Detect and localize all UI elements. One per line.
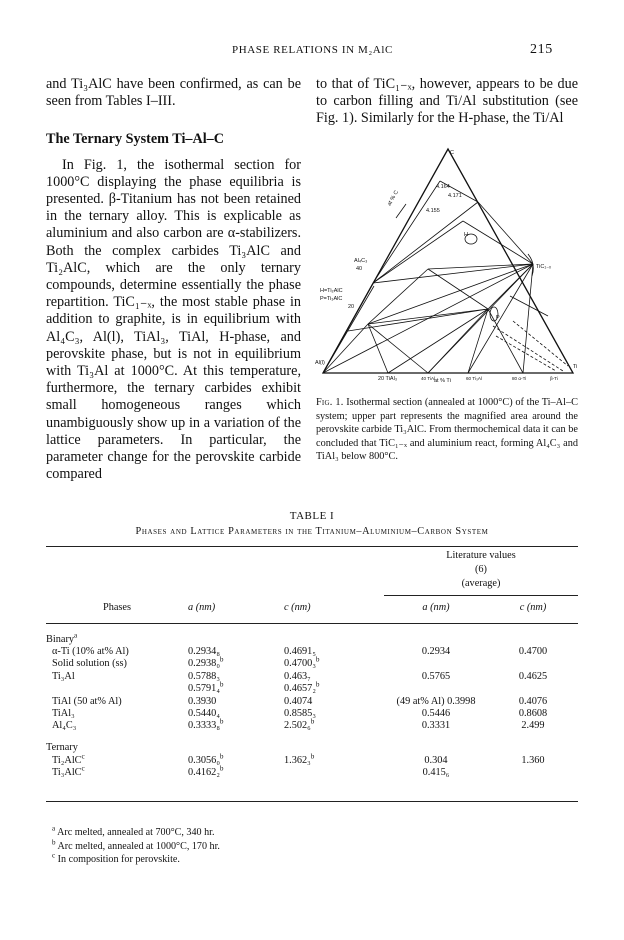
lattice-parameter-table — [46, 550, 578, 780]
paragraph: and Ti₃AlC have been confirmed, as can be seen from Tables I–III. — [46, 76, 301, 110]
group-label: Binary$^a$ — [46, 631, 78, 645]
page-number: 215 — [530, 42, 553, 57]
table-row: α-Ti (10% at% Al) 0.2934₈ 0.4691₅ 0.2934 0.4700 — [52, 646, 548, 657]
table-number: TABLE I — [289, 510, 335, 522]
label-4171: 4.171 — [448, 193, 462, 199]
tick-beta-ti: β-Ti — [550, 376, 558, 381]
label-p-mark: P — [496, 315, 500, 321]
label-h-phase: H=Ti₂AlC — [320, 288, 343, 294]
label-tick20: 20 — [348, 304, 355, 310]
table-row: Ti₃Al 0.5788₃ 0.463₇ 0.5765 0.4625 — [52, 670, 548, 682]
paragraph: In Fig. 1, the isothermal section for 1000°C displaying the phase equilibria is presented. β-Titanium has not been retained in the ternary alloy. This is explicable as aluminium and also carbon are α-stabilizers. Both the complex carbides Ti₃AlC and Ti₂AlC, which are the only ternary compounds, determine essentially the phase repartition. TiC₁₋ₓ, the most stable phase in addition to graphite, is in equilibrium with Al₄C₃, Al(l), TiAl₃, TiAl, H-phase, and perovskite phase, but is not in equilibrium with Ti₃Al at 1000°C. At this temperature, furthermore, the ternary carbides exhibit small homogeneous ranges which unambiguously show up in a variation of the lattice parameters. In particular, the parameter change for the perovskite carbide compared — [46, 156, 301, 483]
column-header: c (nm) — [284, 602, 311, 613]
table-bottom-rule — [46, 801, 578, 802]
running-title: PHASE RELATIONS IN M₂AlC — [232, 44, 393, 56]
label-p-phase: P=Ti₃AlC — [320, 296, 343, 302]
label-tic: TiC₁₋ₓ — [536, 264, 551, 270]
table-row: TiAl₃ 0.5440₄ 0.8585₃ 0.5446 0.8608 — [52, 708, 548, 720]
section-heading: The Ternary System Ti–Al–C — [46, 131, 225, 148]
axis-label-c: at % C — [386, 189, 400, 207]
tick-ti3al: 60 Ti₃Al — [466, 376, 482, 381]
corner-label-al: Al(l) — [315, 360, 325, 366]
ternary-phase-diagram — [315, 146, 582, 384]
corner-label-ti: Ti — [573, 364, 578, 370]
label-al4c3: Al₄C₃ — [354, 258, 368, 264]
right-column — [316, 76, 578, 128]
table-title: Phases and Lattice Parameters in the Titanium–Aluminium–Carbon System — [135, 526, 489, 537]
footnote: $^a$ Arc melted, annealed at 700°C, 340 hr. — [52, 824, 215, 838]
table-row: 0.5791₄$^b$ 0.4657₂$^b$ — [188, 680, 320, 695]
tick-tial: 40 TiAl — [421, 376, 436, 381]
label-4155: 4.155 — [426, 208, 440, 214]
table-row: Ti₃AlC$^c$ 0.4162₂$^b$ 0.415₆ — [52, 764, 450, 779]
phase-diagram-svg — [315, 146, 582, 384]
paragraph: to that of TiC₁₋ₓ, however, appears to be due to carbon filling and Ti/Al substitution (see Fig. 1). Similarly for the H-phase, the Ti/Al — [316, 76, 578, 127]
label-4164: 4.164 — [436, 184, 450, 190]
label-tick40: 40 — [356, 266, 363, 272]
table-row: Al₄C₃ 0.3333₈$^b$ 2.502₆$^b$ 0.3331 2.499 — [52, 718, 545, 732]
table-top-rule — [46, 546, 578, 547]
table-row: Solid solution (ss) 0.2938₀$^b$ 0.4700₃$^b$ — [52, 655, 320, 670]
figure-caption — [316, 396, 578, 464]
label-h-mark: H — [464, 232, 468, 238]
column-header: c (nm) — [519, 602, 547, 613]
column-header: a (nm) — [188, 602, 216, 613]
tick-tial3: 20 TiAl₃ — [378, 376, 398, 382]
column-header: Phases — [102, 602, 132, 613]
table-row: Ti₂AlC$^c$ 0.3056₀$^b$ 1.362₃$^b$ 0.304 1.360 — [52, 752, 545, 766]
lit-ref: (6) — [474, 564, 487, 575]
corner-label-c: C — [450, 150, 454, 156]
tick-alpha-ti: 80 α-Ti — [512, 376, 527, 381]
footnote: $^c$ In composition for perovskite. — [52, 851, 180, 865]
axis-label-ti: at % Ti — [434, 378, 451, 384]
caption-label: Fig. 1. — [316, 397, 344, 408]
column-header: a (nm) — [422, 602, 450, 613]
lit-average: (average) — [461, 578, 501, 589]
caption-text: Isothermal section (annealed at 1000°C) of the Ti–Al–C system; upper part represents the magnified area around the perovskite carbide Ti₃AlC. From thermochemical data it can be concluded that TiC₁₋ₓ and aluminium react, forming Al₄C₃ and TiAl₃ below 800°C. — [316, 397, 578, 463]
table-row: TiAl (50 at% Al) 0.3930 0.4074 (49 at% Al) 0.3998 0.4076 — [52, 695, 548, 707]
group-label: Ternary — [46, 742, 78, 754]
lit-header: Literature values — [446, 550, 516, 561]
left-column — [46, 76, 301, 483]
footnote: $^b$ Arc melted, annealed at 1000°C, 170 hr. — [52, 838, 220, 852]
table-footnotes — [52, 826, 472, 867]
